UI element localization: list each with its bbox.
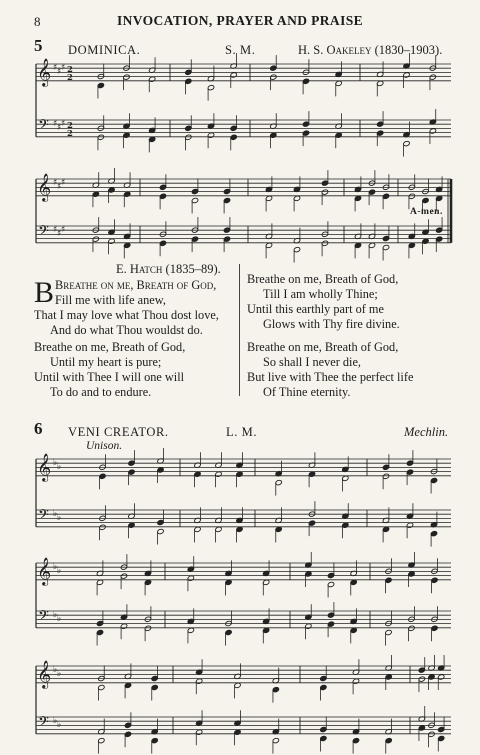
- author-name: E. Hatch: [116, 262, 163, 276]
- bass-clef-icon: 𝄢: [38, 117, 49, 137]
- amen-label: A-men.: [410, 207, 443, 217]
- verse-4-line-3: But live with Thee the perfect life: [247, 370, 414, 384]
- treble-clef-icon: 𝄞: [37, 58, 52, 86]
- key-signature-icon: ♯: [57, 67, 62, 77]
- drop-cap: B: [34, 276, 55, 309]
- verse-1: [34, 278, 239, 338]
- page-number: 8: [34, 14, 41, 29]
- key-signature-icon: ♭: [53, 610, 58, 620]
- verse-2-line-3: Until this earthly part of me: [247, 302, 384, 316]
- key-signature-icon: ♯: [57, 123, 62, 133]
- verse-4-line-1: Breathe on me, Breath of God,: [247, 340, 399, 354]
- key-signature-icon: ♭: [57, 566, 62, 576]
- composer-name: H. S. Oakeley: [298, 43, 372, 57]
- key-signature-icon: ♯: [53, 119, 58, 129]
- key-signature-icon: ♭: [57, 513, 62, 523]
- hymn-6-meter: L. M.: [226, 425, 258, 439]
- key-signature-icon: ♯: [61, 225, 66, 235]
- verse-1-line-2: Fill me with life anew,: [55, 293, 166, 307]
- key-signature-icon: ♭: [57, 669, 62, 679]
- verse-2-line-1: Breathe on me, Breath of God,: [247, 272, 399, 286]
- verse-1-line-4: And do what Thou wouldst do.: [50, 323, 203, 337]
- verse-1-line-3: That I may love what Thou dost love,: [34, 308, 219, 322]
- bass-clef-icon: 𝄢: [38, 507, 49, 527]
- verse-1-line-1: Breathe on me, Breath of God,: [55, 278, 217, 292]
- time-signature-icon: 2: [67, 121, 73, 131]
- time-signature-icon: 2: [67, 73, 73, 83]
- key-signature-icon: ♯: [53, 225, 58, 235]
- verse-3-line-3: Until with Thee I will one will: [34, 370, 185, 384]
- verse-3: [34, 340, 239, 400]
- key-signature-icon: ♭: [53, 562, 58, 572]
- key-signature-icon: ♯: [53, 63, 58, 73]
- column-divider: [239, 264, 240, 396]
- verse-2-line-4: Glows with Thy fire divine.: [263, 317, 400, 331]
- running-head: INVOCATION, PRAYER AND PRAISE: [116, 13, 364, 28]
- verse-4: [247, 340, 457, 400]
- key-signature-icon: ♭: [53, 509, 58, 519]
- key-signature-icon: ♭: [57, 720, 62, 730]
- hymn-6-source: Mechlin.: [404, 425, 449, 439]
- verse-3-line-4: To do and to endure.: [50, 385, 152, 399]
- author-dates: (1835–89).: [165, 262, 221, 276]
- verse-2: [247, 272, 457, 332]
- key-signature-icon: ♭: [53, 716, 58, 726]
- verse-3-line-2: Until my heart is pure;: [50, 355, 162, 369]
- hymn-5-author: [116, 262, 221, 277]
- key-signature-icon: ♯: [61, 63, 66, 73]
- key-signature-icon: ♯: [57, 229, 62, 239]
- hymn-5-meter: S. M.: [225, 43, 256, 57]
- verse-3-line-1: Breathe on me, Breath of God,: [34, 340, 186, 354]
- key-signature-icon: ♭: [53, 665, 58, 675]
- key-signature-icon: ♯: [61, 178, 66, 188]
- key-signature-icon: ♯: [53, 178, 58, 188]
- hymn-6-number: 6: [34, 419, 43, 438]
- verse-4-line-4: Of Thine eternity.: [263, 385, 351, 399]
- hymn-6-direction: Unison.: [86, 440, 123, 452]
- key-signature-icon: ♭: [57, 614, 62, 624]
- treble-clef-icon: 𝄞: [37, 453, 52, 481]
- time-signature-icon: 2: [67, 129, 73, 139]
- hymn-5-tune-name: DOMINICA.: [68, 43, 141, 57]
- key-signature-icon: ♯: [61, 119, 66, 129]
- bass-clef-icon: 𝄢: [38, 608, 49, 628]
- key-signature-icon: ♭: [53, 458, 58, 468]
- time-signature-icon: 2: [67, 65, 73, 75]
- hymn-5-number: 5: [34, 36, 43, 55]
- verse-2-line-2: Till I am wholly Thine;: [263, 287, 378, 301]
- bass-clef-icon: 𝄢: [38, 714, 49, 734]
- key-signature-icon: ♯: [57, 182, 62, 192]
- hymn-6-tune-name: VENI CREATOR.: [68, 425, 169, 439]
- treble-clef-icon: 𝄞: [37, 660, 52, 688]
- bass-clef-icon: 𝄢: [38, 223, 49, 243]
- verse-4-line-2: So shall I never die,: [263, 355, 362, 369]
- key-signature-icon: ♭: [57, 462, 62, 472]
- treble-clef-icon: 𝄞: [37, 557, 52, 585]
- composer-dates: (1830–1903).: [374, 43, 443, 57]
- treble-clef-icon: 𝄞: [37, 173, 52, 201]
